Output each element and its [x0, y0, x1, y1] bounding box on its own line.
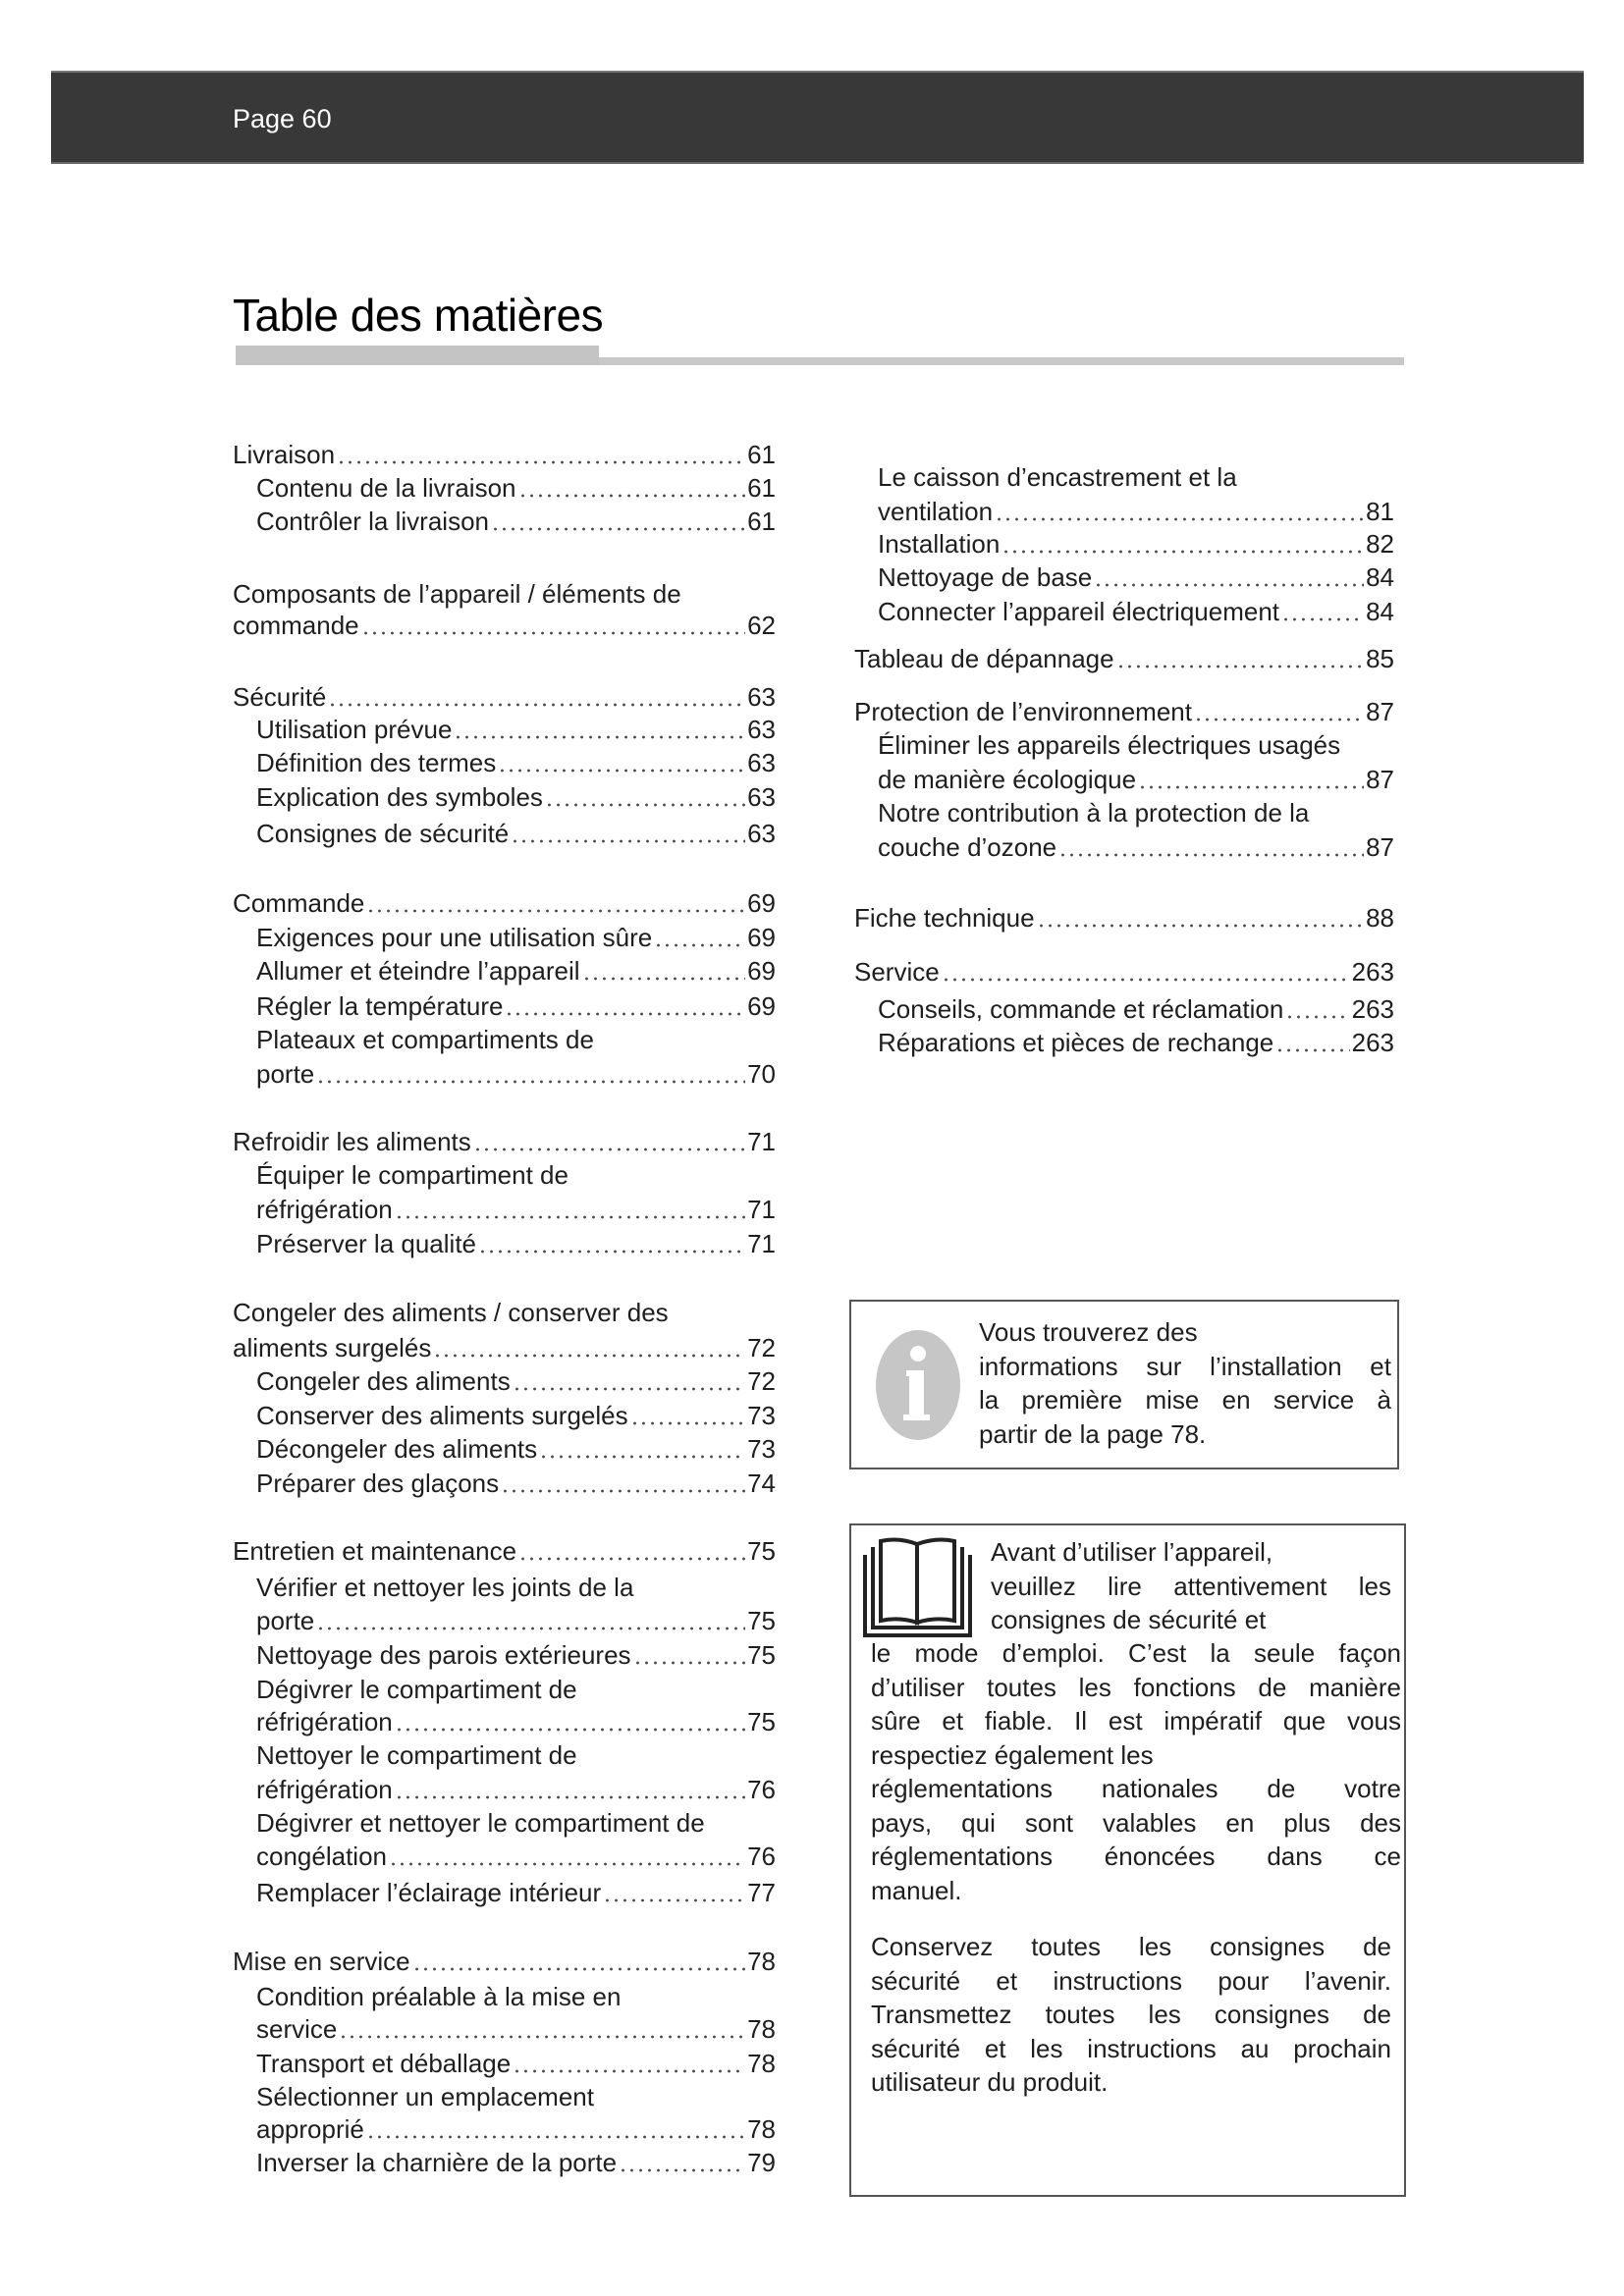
toc-entry[interactable] — [256, 923, 776, 954]
toc-page-number: 78 — [747, 2049, 776, 2078]
toc-page-number: 85 — [1366, 644, 1394, 673]
dot-leader — [366, 2134, 745, 2140]
toc-entry-title: réfrigération — [256, 1775, 393, 1804]
toc-page-number: 75 — [747, 1606, 776, 1635]
toc-page-number: 79 — [747, 2148, 776, 2177]
dot-leader — [513, 1386, 745, 1392]
toc-entry[interactable] — [256, 1640, 776, 1672]
toc-entry[interactable] — [878, 597, 1394, 628]
dot-leader — [395, 1794, 745, 1800]
info-box — [849, 1300, 1399, 1469]
text-line: veuillez lire attentivement les — [991, 1571, 1391, 1601]
toc-entry[interactable] — [256, 507, 776, 538]
toc-page-number: 63 — [747, 819, 776, 848]
dot-leader — [337, 459, 745, 465]
toc-page-number: 81 — [1366, 497, 1394, 526]
toc-entry[interactable] — [256, 1434, 776, 1466]
toc-page-number: 61 — [747, 473, 776, 503]
dot-leader — [454, 734, 745, 740]
toc-page-number: 69 — [747, 991, 776, 1021]
book-paragraph-2 — [871, 1930, 1391, 2100]
dot-leader — [630, 1420, 745, 1426]
toc-page-number: 69 — [747, 956, 776, 986]
toc-entry-title: Contrôler la livraison — [256, 507, 489, 536]
toc-page-number: 72 — [747, 1366, 776, 1396]
toc-entry[interactable] — [256, 782, 776, 814]
toc-entry-line — [256, 2082, 594, 2113]
toc-page-number: 73 — [747, 1434, 776, 1464]
dot-leader — [545, 802, 745, 808]
toc-entry-title: Éliminer les appareils électriques usagés — [878, 730, 1341, 760]
toc-page-number: 61 — [747, 507, 776, 536]
page-title: Table des matières — [233, 290, 604, 341]
safety-notice-box — [849, 1523, 1406, 2197]
toc-entry[interactable] — [878, 994, 1394, 1026]
toc-entry-title: Mise en service — [233, 1947, 410, 1976]
text-line: réglementations nationales de votre — [871, 1774, 1401, 1803]
toc-entry-line — [256, 1740, 577, 1772]
toc-page-number: 63 — [747, 782, 776, 812]
toc-entry[interactable] — [878, 497, 1394, 528]
dot-leader — [361, 630, 745, 636]
toc-entry-title: Préparer des glaçons — [256, 1468, 500, 1498]
toc-entry[interactable] — [256, 1606, 776, 1637]
toc-page-number: 71 — [747, 1195, 776, 1224]
toc-entry-title: Tableau de dépannage — [854, 644, 1114, 673]
toc-entry-line — [256, 1675, 577, 1706]
dot-leader — [1116, 664, 1364, 669]
toc-entry-title: Refroidir les aliments — [233, 1127, 471, 1156]
toc-entry-title: Commande — [233, 888, 365, 918]
dot-leader — [1275, 1047, 1349, 1053]
toc-page-number: 87 — [1366, 832, 1394, 862]
toc-entry-title: Protection de l’environnement — [854, 697, 1192, 726]
toc-entry-line — [256, 1573, 633, 1604]
toc-entry-title: couche d’ozone — [878, 832, 1057, 862]
toc-page-number: 70 — [747, 1059, 776, 1089]
toc-page-number: 75 — [747, 1707, 776, 1736]
dot-leader — [518, 1556, 745, 1562]
toc-entry-title: réfrigération — [256, 1195, 393, 1224]
toc-entry[interactable] — [233, 1947, 776, 1978]
toc-page-number: 71 — [747, 1229, 776, 1258]
book-intro-text — [991, 1535, 1391, 1637]
toc-page-number: 78 — [747, 2014, 776, 2044]
toc-entry[interactable] — [878, 1028, 1394, 1059]
toc-entry[interactable] — [256, 956, 776, 988]
toc-page-number: 78 — [747, 1947, 776, 1976]
toc-entry[interactable] — [256, 1229, 776, 1260]
toc-entry-title: Utilisation prévue — [256, 715, 453, 744]
toc-entry-title: Contenu de la livraison — [256, 473, 516, 503]
toc-entry-title: Plateaux et compartiments de — [256, 1025, 594, 1054]
toc-page-number: 69 — [747, 888, 776, 918]
toc-entry-title: Sécurité — [233, 682, 327, 712]
toc-entry-title: de manière écologique — [878, 765, 1137, 794]
toc-entry[interactable] — [256, 1878, 776, 1909]
toc-page-number: 263 — [1351, 1028, 1394, 1057]
toc-entry[interactable] — [256, 1707, 776, 1738]
text-line: réglementations énoncées dans ce — [871, 1842, 1401, 1871]
text-line: manuel. — [871, 1875, 962, 1905]
toc-entry-title: Connecter l’appareil électriquement — [878, 597, 1280, 626]
text-line: utilisateur du produit. — [871, 2067, 1109, 2097]
toc-entry[interactable] — [878, 832, 1394, 864]
toc-page-number: 71 — [747, 1127, 776, 1156]
toc-page-number: 63 — [747, 748, 776, 777]
toc-entry-title: approprié — [256, 2114, 364, 2144]
dot-leader — [619, 2167, 745, 2173]
toc-page-number: 62 — [747, 611, 776, 640]
toc-entry-title: réfrigération — [256, 1707, 393, 1736]
toc-entry-title: Régler la température — [256, 991, 504, 1021]
text-line: partir de la page 78. — [979, 1418, 1207, 1449]
toc-entry-title: Exigences pour une utilisation sûre — [256, 923, 653, 952]
dot-leader — [518, 493, 746, 499]
text-line: sécurité et les instructions au prochain — [871, 2033, 1391, 2063]
toc-page-number: 63 — [747, 715, 776, 744]
toc-entry-title: Nettoyage des parois extérieures — [256, 1640, 631, 1670]
toc-entry[interactable] — [233, 1127, 776, 1158]
toc-entry[interactable] — [878, 529, 1394, 561]
text-line: le mode d’emploi. C’est la seule façon — [871, 1638, 1401, 1668]
text-line: Transmettez toutes les consignes de — [871, 2000, 1391, 2029]
toc-page-number: 84 — [1366, 562, 1394, 592]
toc-entry-title: Nettoyer le compartiment de — [256, 1740, 577, 1770]
toc-entry-title: Notre contribution à la protection de la — [878, 798, 1310, 828]
text-line: Avant d’utiliser l’appareil, — [991, 1537, 1273, 1567]
toc-page-number: 76 — [747, 1775, 776, 1804]
toc-page-number: 77 — [747, 1878, 776, 1907]
toc-entry-title: Explication des symboles — [256, 782, 543, 812]
dot-leader — [328, 702, 745, 708]
toc-entry-line — [256, 1808, 705, 1840]
toc-entry[interactable] — [233, 440, 776, 471]
toc-entry-title: Conseils, commande et réclamation — [878, 994, 1284, 1024]
toc-entry-title: Dégivrer et nettoyer le compartiment de — [256, 1808, 705, 1838]
toc-entry[interactable] — [256, 748, 776, 779]
toc-entry-title: congélation — [256, 1842, 387, 1871]
toc-entry[interactable] — [256, 1401, 776, 1432]
text-line: informations sur l’installation et — [979, 1351, 1391, 1381]
dot-leader — [942, 977, 1350, 983]
dot-leader — [539, 1454, 745, 1460]
dot-leader — [366, 908, 745, 914]
toc-entry[interactable] — [256, 819, 776, 850]
toc-page-number: 88 — [1366, 903, 1394, 933]
toc-entry-line — [878, 798, 1309, 829]
page-number: Page 60 — [233, 104, 332, 133]
toc-page-number: 82 — [1366, 529, 1394, 559]
toc-entry[interactable] — [233, 888, 776, 920]
dot-leader — [395, 1214, 745, 1220]
dot-leader — [412, 1966, 745, 1972]
info-text — [979, 1315, 1391, 1451]
toc-page-number: 69 — [747, 923, 776, 952]
toc-entry[interactable] — [233, 682, 776, 714]
toc-entry-title: Conserver des aliments surgelés — [256, 1401, 628, 1430]
toc-entry-title: Entretien et maintenance — [233, 1536, 517, 1566]
toc-entry-title: Condition préalable à la mise en — [256, 1982, 622, 2011]
title-underline — [599, 357, 1404, 365]
toc-entry-title: Vérifier et nettoyer les joints de la — [256, 1573, 634, 1602]
toc-entry[interactable] — [233, 1333, 776, 1364]
toc-entry[interactable] — [256, 2148, 776, 2179]
toc-entry-title: Fiche technique — [854, 903, 1035, 933]
dot-leader — [582, 976, 746, 982]
dot-leader — [1281, 616, 1364, 622]
toc-entry[interactable] — [256, 2049, 776, 2080]
toc-entry[interactable] — [854, 697, 1394, 728]
dot-leader — [1058, 852, 1364, 858]
toc-entry-title: Consignes de sécurité — [256, 819, 510, 848]
toc-page-number: 72 — [747, 1333, 776, 1362]
toc-entry[interactable] — [233, 611, 776, 642]
text-line: pays, qui sont valables en plus des — [871, 1807, 1401, 1838]
toc-page-number: 87 — [1366, 697, 1394, 726]
text-line: respectiez également les — [871, 1739, 1154, 1770]
toc-entry[interactable] — [256, 1366, 776, 1398]
toc-entry[interactable] — [256, 2114, 776, 2146]
toc-page-number: 73 — [747, 1401, 776, 1430]
text-line: d’utiliser toutes les fonctions de manière — [871, 1672, 1401, 1702]
toc-page-number: 75 — [747, 1536, 776, 1566]
toc-entry[interactable] — [256, 1195, 776, 1226]
text-line: Conservez toutes les consignes de — [871, 1932, 1391, 1961]
dot-leader — [1094, 582, 1364, 588]
toc-entry-title: Inverser la charnière de la porte — [256, 2148, 618, 2177]
dot-leader — [511, 838, 745, 844]
toc-entry[interactable] — [256, 2014, 776, 2046]
toc-entry-title: Le caisson d’encastrement et la — [878, 462, 1237, 492]
toc-entry-title: Préserver la qualité — [256, 1229, 476, 1258]
toc-entry-title: Définition des termes — [256, 748, 497, 777]
toc-page-number: 61 — [747, 440, 776, 469]
title-underline-accent — [236, 346, 599, 365]
toc-entry-title: Décongeler des aliments — [256, 1434, 538, 1464]
toc-entry-title: Réparations et pièces de rechange — [878, 1028, 1274, 1057]
dot-leader — [1285, 1014, 1349, 1020]
toc-entry-title: Congeler des aliments / conserver des — [233, 1298, 669, 1327]
toc-entry-title: commande — [233, 611, 359, 640]
toc-entry-title: Allumer et éteindre l’appareil — [256, 956, 580, 986]
dot-leader — [473, 1147, 745, 1152]
text-line: Vous trouverez des — [979, 1317, 1198, 1347]
toc-entry[interactable] — [256, 1059, 776, 1091]
dot-leader — [654, 942, 745, 948]
toc-entry-title: porte — [256, 1059, 315, 1089]
toc-entry[interactable] — [854, 644, 1394, 675]
toc-entry[interactable] — [854, 903, 1394, 934]
dot-leader — [603, 1897, 745, 1903]
toc-entry-title: Équiper le compartiment de — [256, 1160, 568, 1190]
dot-leader — [501, 1488, 745, 1494]
toc-entry[interactable] — [854, 957, 1394, 988]
toc-entry[interactable] — [256, 1775, 776, 1806]
toc-entry-line — [256, 1982, 621, 2013]
toc-entry[interactable] — [256, 473, 776, 505]
toc-entry-title: porte — [256, 1606, 315, 1635]
book-icon — [861, 1535, 974, 1638]
toc-entry[interactable] — [256, 1842, 776, 1873]
dot-leader — [633, 1660, 746, 1666]
toc-entry[interactable] — [256, 991, 776, 1023]
toc-entry[interactable] — [256, 1468, 776, 1500]
toc-entry-title: Livraison — [233, 440, 336, 469]
toc-page-number: 74 — [747, 1468, 776, 1498]
toc-entry-title: Sélectionner un emplacement — [256, 2082, 594, 2111]
toc-entry-line — [256, 1025, 594, 1056]
toc-page-number: 76 — [747, 1842, 776, 1871]
info-icon — [874, 1329, 962, 1442]
dot-leader — [1001, 549, 1364, 555]
page-header-bar — [51, 71, 1584, 164]
text-line: sûre et fiable. Il est impératif que vous — [871, 1706, 1401, 1735]
book-paragraph-1 — [871, 1636, 1401, 1907]
toc-entry-title: Dégivrer le compartiment de — [256, 1675, 577, 1704]
toc-entry-line — [233, 1298, 669, 1329]
dot-leader — [513, 2068, 745, 2074]
toc-entry-title: service — [256, 2014, 338, 2044]
dot-leader — [1138, 784, 1364, 790]
toc-entry-title: Congeler des aliments — [256, 1366, 511, 1396]
toc-entry[interactable] — [878, 765, 1394, 796]
toc-entry-line — [878, 730, 1340, 762]
toc-entry-title: Service — [854, 957, 940, 987]
dot-leader — [389, 1861, 745, 1867]
toc-entry-title: Transport et déballage — [256, 2049, 512, 2078]
toc-entry-line — [878, 462, 1237, 494]
toc-entry-title: Remplacer l’éclairage intérieur — [256, 1878, 602, 1907]
dot-leader — [433, 1353, 745, 1359]
dot-leader — [498, 768, 745, 774]
toc-entry-title: aliments surgelés — [233, 1333, 432, 1362]
dot-leader — [1194, 717, 1364, 722]
dot-leader — [491, 526, 745, 532]
toc-page-number: 63 — [747, 682, 776, 712]
dot-leader — [995, 516, 1364, 522]
toc-page-number: 84 — [1366, 597, 1394, 626]
dot-leader — [478, 1249, 745, 1255]
dot-leader — [505, 1011, 745, 1017]
toc-page-number: 75 — [747, 1640, 776, 1670]
toc-entry[interactable] — [256, 715, 776, 746]
text-line: la première mise en service à — [979, 1385, 1391, 1415]
dot-leader — [395, 1727, 745, 1733]
dot-leader — [1037, 923, 1365, 929]
toc-page-number: 263 — [1351, 957, 1394, 987]
dot-leader — [339, 2034, 745, 2040]
toc-entry-title: Nettoyage de base — [878, 562, 1093, 592]
text-line: consignes de sécurité et — [991, 1605, 1267, 1634]
dot-leader — [316, 1626, 745, 1631]
toc-entry-line — [233, 579, 681, 611]
toc-entry-title: Composants de l’appareil / éléments de — [233, 579, 681, 609]
toc-entry-line — [256, 1160, 568, 1192]
toc-page-number: 78 — [747, 2114, 776, 2144]
text-line: sécurité et instructions pour l’avenir. — [871, 1965, 1391, 1996]
toc-entry[interactable] — [878, 562, 1394, 594]
toc-page-number: 87 — [1366, 765, 1394, 794]
toc-page-number: 263 — [1351, 994, 1394, 1024]
dot-leader — [316, 1079, 745, 1085]
toc-entry[interactable] — [233, 1536, 776, 1568]
toc-entry-title: Installation — [878, 529, 1001, 559]
toc-entry-title: ventilation — [878, 497, 994, 526]
